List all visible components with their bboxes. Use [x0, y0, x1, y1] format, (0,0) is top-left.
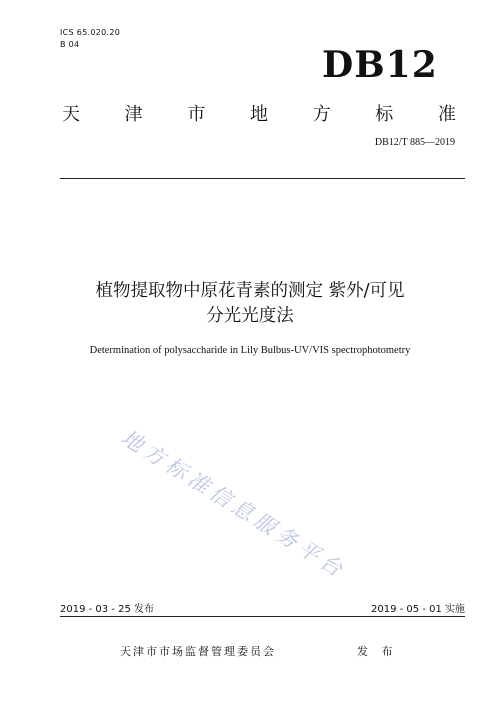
watermark: 地方标准信息服务平台: [117, 425, 351, 584]
standard-number: DB12/T 885—2019: [374, 137, 455, 148]
standard-type-title: [62, 100, 456, 126]
chinese-title-line1: 植物提取物中原花青素的测定 紫外/可见: [95, 281, 405, 301]
header-divider: [60, 178, 465, 179]
issue-label: 发 布: [357, 645, 398, 658]
implementation-date: 2019 - 05 - 01 实施: [370, 604, 465, 615]
english-title: Determination of polysaccharide in Lily Bulbus-UV/VIS spectrophotometry: [89, 345, 411, 356]
standard-type-char: 方: [312, 104, 331, 125]
standard-type-char: 地: [249, 104, 268, 125]
ccs-code: B 04: [60, 40, 80, 49]
issuing-authority: 天津市市场监督管理委员会: [120, 645, 276, 658]
chinese-title-line2: 分光光度法: [206, 306, 294, 326]
ics-code: ICS 65.020.20: [60, 28, 121, 37]
standard-type-char: 准: [437, 104, 456, 125]
footer-divider: [60, 616, 465, 617]
standard-type-char: 津: [124, 104, 143, 125]
db-logo: DB12: [322, 44, 438, 86]
standard-type-char: 市: [187, 104, 206, 125]
standard-type-char: 标: [375, 104, 394, 125]
standard-type-char: 天: [62, 104, 80, 125]
issue-date: 2019 - 03 - 25 发布: [60, 604, 155, 615]
